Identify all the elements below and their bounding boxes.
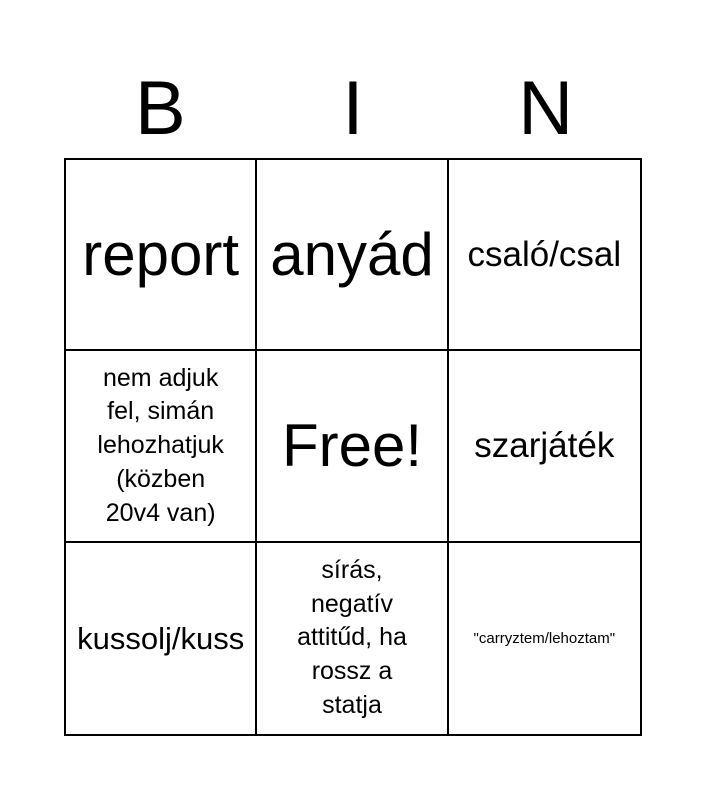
bingo-board (64, 158, 642, 736)
bingo-cell-carryztem[interactable]: "carryztem/lehoztam" (473, 629, 616, 647)
bingo-cell-siras[interactable]: sírás, negatív attitűd, ha rossz a statja (257, 543, 448, 734)
bingo-cell-nem-adjuk-fel[interactable]: nem adjuk fel, simán lehozhatjuk (közben 20v4 van) (66, 351, 257, 542)
bingo-header (64, 60, 642, 158)
bingo-cell-kussolj[interactable]: kussolj/kuss (66, 543, 257, 734)
bingo-cell-csalo[interactable]: csaló/csal (449, 160, 640, 351)
bingo-cell-report[interactable]: report (66, 160, 257, 351)
bingo-cell-anyad[interactable]: anyád (257, 160, 448, 351)
header-letter-n: N (518, 66, 574, 151)
header-letter-i: I (342, 66, 364, 151)
bingo-cell-free[interactable]: Free! (257, 351, 448, 542)
header-letter-b: B (134, 66, 186, 151)
bingo-cell-szarjatek[interactable]: szarjáték (449, 351, 640, 542)
